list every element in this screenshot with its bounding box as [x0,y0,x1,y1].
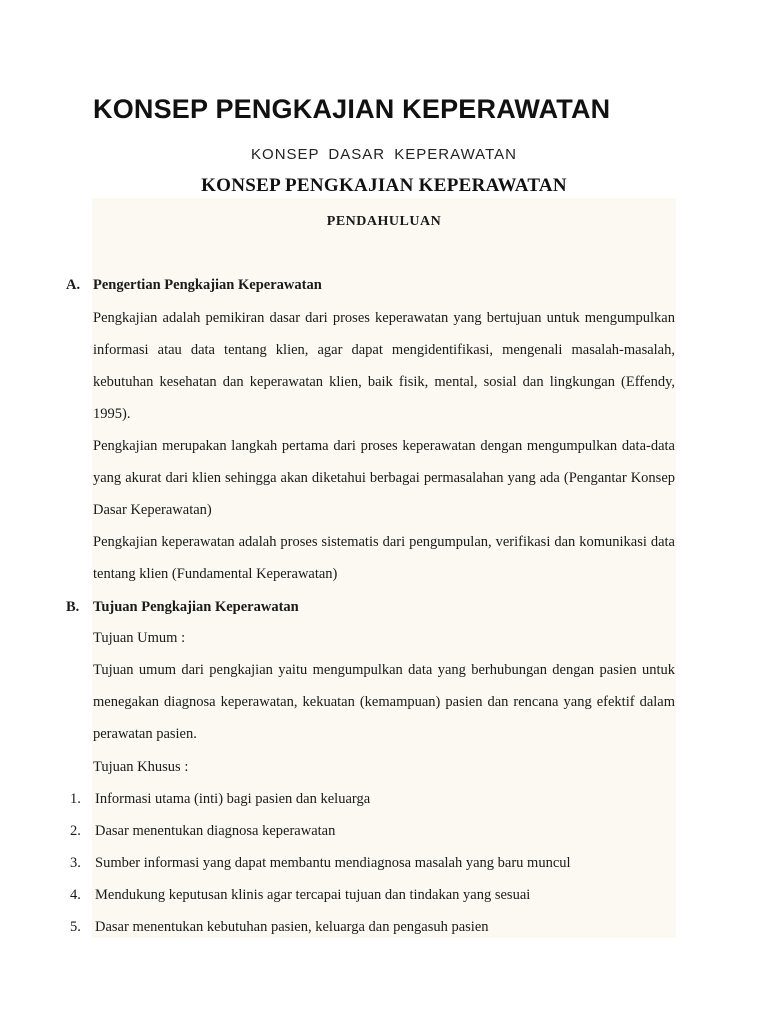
section-a-heading [66,277,322,294]
list-item-text: Sumber informasi yang dapat membantu mendiagnosa masalah yang baru muncul [95,855,571,871]
paragraph-definition-3: Pengkajian keperawatan adalah proses sistematis dari pengumpulan, verifikasi dan komunikasi data tentang klien (Fundamental Keperawatan) [93,534,675,582]
page-title: KONSEP PENGKAJIAN KEPERAWATAN [93,94,611,124]
list-item [70,855,571,872]
list-item [70,823,335,840]
section-title-pendahuluan: PENDAHULUAN [326,214,442,229]
section-a-letter: A. [66,277,81,293]
list-item-number: 5. [70,919,81,935]
paragraph-definition-2: Pengkajian merupakan langkah pertama dari proses keperawatan dengan mengumpulkan data-data yang akurat dari klien sehingga akan diketahui berbagai permasalahan yang ada (Pengantar Konsep Dasar Keperawatan) [93,438,675,518]
list-item-text: Mendukung keputusan klinis agar tercapai tujuan dan tindakan yang sesuai [95,887,531,903]
paragraph-definition-1: Pengkajian adalah pemikiran dasar dari proses keperawatan yang bertujuan untuk mengumpulkan informasi atau data tentang klien, agar dapat mengidentifikasi, mengenali masalah-masalah, kebutuhan kesehatan dan keperawatan klien, baik fisik, mental, sosial dan lingkungan (Effendy, 1995). [93,310,675,422]
general-goal-paragraph: Tujuan umum dari pengkajian yaitu mengumpulkan data yang berhubungan dengan pasien untuk menegakan diagnosa keperawatan, kekuatan (kemampuan) pasien dan rencana yang efektif dalam perawatan pasien. [93,662,675,742]
section-b-letter: B. [66,599,80,615]
list-item [70,919,489,936]
document-heading: KONSEP PENGKAJIAN KEPERAWATAN [201,175,567,196]
list-item-number: 3. [70,855,81,871]
section-a-title: Pengertian Pengkajian Keperawatan [93,277,322,293]
list-item [70,791,370,808]
list-item-number: 2. [70,823,81,839]
list-item [70,887,530,904]
document-subtitle: KONSEP DASAR KEPERAWATAN [251,146,517,163]
list-item-text: Informasi utama (inti) bagi pasien dan keluarga [95,791,371,807]
section-b-heading [66,599,299,616]
list-item-number: 1. [70,791,81,807]
list-item-number: 4. [70,887,81,903]
list-item-text: Dasar menentukan kebutuhan pasien, keluarga dan pengasuh pasien [95,919,489,935]
specific-goal-label: Tujuan Khusus : [93,759,189,775]
section-b-title: Tujuan Pengkajian Keperawatan [93,599,299,615]
general-goal-label: Tujuan Umum : [93,630,186,646]
list-item-text: Dasar menentukan diagnosa keperawatan [95,823,336,839]
